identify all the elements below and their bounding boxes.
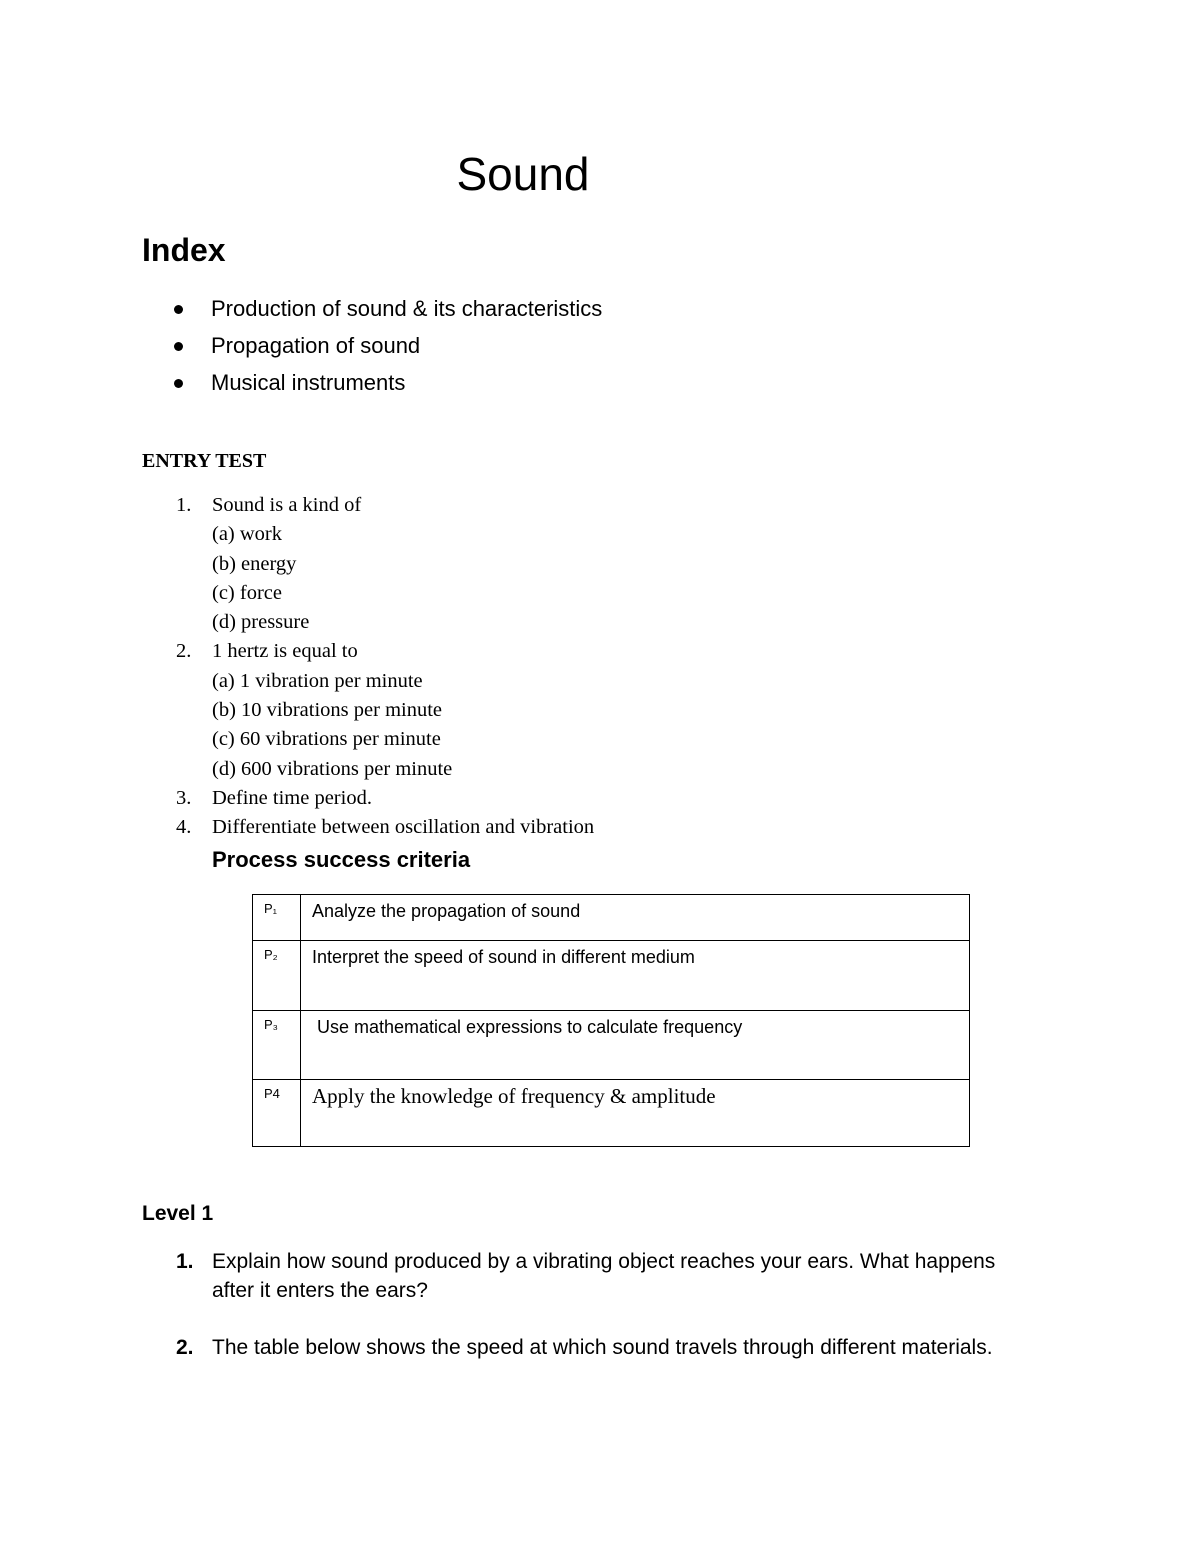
index-item: Musical instruments <box>172 366 602 403</box>
list-item: 1. Explain how sound produced by a vibrating object reaches your ears. What happens after it enters the ears? <box>176 1250 996 1302</box>
criteria-text: Apply the knowledge of frequency & amplitude <box>301 1080 970 1147</box>
table-row <box>253 1011 970 1080</box>
level-heading: Level 1 <box>142 1202 214 1225</box>
document-title: Sound <box>456 148 590 200</box>
criteria-code: P4 <box>253 1080 301 1147</box>
index-heading: Index <box>142 232 226 268</box>
table-row <box>253 895 970 941</box>
table-row <box>253 941 970 1011</box>
criteria-text: Use mathematical expressions to calculate frequency <box>301 1011 970 1080</box>
criteria-table <box>252 894 970 1147</box>
criteria-text: Analyze the propagation of sound <box>301 895 970 941</box>
bullet-icon <box>174 379 183 388</box>
criteria-code: P₂ <box>253 941 301 1011</box>
list-item: 2. The table below shows the speed at which sound travels through different materials. <box>176 1336 993 1359</box>
index-list <box>172 292 602 403</box>
entry-test-heading: ENTRY TEST <box>142 450 267 472</box>
criteria-code: P₁ <box>253 895 301 941</box>
level-questions <box>176 1247 1032 1362</box>
index-item: Production of sound & its characteristics <box>172 292 602 329</box>
bullet-icon <box>174 305 183 314</box>
criteria-heading: Process success criteria <box>212 847 471 872</box>
criteria-code: P₃ <box>253 1011 301 1080</box>
index-item: Propagation of sound <box>172 329 602 366</box>
criteria-text: Interpret the speed of sound in different medium <box>301 941 970 1011</box>
table-row <box>253 1080 970 1147</box>
bullet-icon <box>174 342 183 351</box>
